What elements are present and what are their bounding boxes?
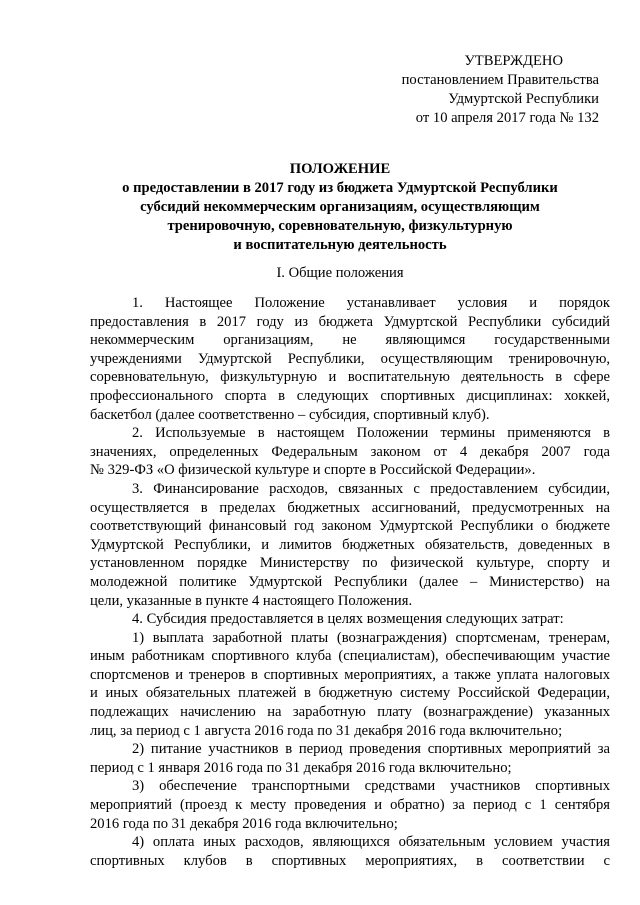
paragraph-line: молодежной политике Удмуртской Республики (далее – Министерство) на [90, 573, 610, 590]
paragraph-line: 1. Настоящее Положение устанавливает условия и порядок [132, 295, 610, 311]
paragraph-line: 2. Используемые в настоящем Положении термины применяются в [132, 425, 610, 442]
paragraph-line: соответствующий финансовый год законом Удмуртской Республики о бюджете [90, 518, 610, 535]
paragraph-4 [90, 610, 610, 629]
paragraph-2 [90, 424, 610, 480]
paragraph-line: цели, указанные в пункте 4 настоящего Положения. [90, 592, 413, 609]
paragraph-line: и иных обязательных платежей в бюджетную систему Российской Федерации, [90, 685, 610, 702]
paragraph-line: соревновательную, физкультурную и воспитательную деятельность в сфере [90, 369, 610, 386]
paragraph-6 [90, 740, 610, 777]
paragraph-8 [90, 833, 610, 870]
title-heading: ПОЛОЖЕНИЕ [289, 161, 391, 177]
paragraph-line: иным работникам спортивного клуба (специалистам), обеспечивающим участие [90, 648, 610, 665]
paragraph-line: учреждениями Удмуртской Республики, осуществляющим тренировочную, [90, 350, 610, 367]
paragraph-line: профессионального спорта в следующих спортивных дисциплинах: хоккей, [90, 387, 610, 404]
paragraph-1 [90, 294, 610, 424]
paragraph-line: 3. Финансирование расходов, связанных с предоставлением субсидии, [132, 480, 610, 497]
paragraph-line: 2) питание участников в период проведения спортивных мероприятий за [132, 741, 610, 758]
title-line: о предоставлении в 2017 году из бюджета Удмуртской Республики [122, 180, 558, 196]
paragraph-line: мероприятий (проезд к месту проведения и обратно) за период с 1 сентября [90, 797, 610, 814]
paragraph-line: 4) оплата иных расходов, являющихся обязательным условием участия [132, 834, 610, 851]
paragraph-5 [90, 629, 610, 741]
paragraph-line: 1) выплата заработной платы (вознаграждения) спортсменам, тренерам, [132, 629, 610, 646]
paragraph-3 [90, 480, 610, 610]
paragraph-7 [90, 777, 610, 833]
document-body [90, 294, 610, 870]
paragraph-line: подлежащих начислению на заработную плату (вознаграждение) указанных [90, 704, 610, 721]
approval-line-date: от 10 апреля 2017 года № 132 [415, 110, 599, 126]
paragraph-line: спортивных клубов в спортивных мероприятиях, в соответствии с [90, 852, 610, 869]
paragraph-line: период с 1 января 2016 года по 31 декабря 2016 года включительно; [90, 759, 512, 776]
paragraph-line: предоставления в 2017 году из бюджета Удмуртской Республики субсидий [90, 313, 610, 330]
paragraph-line: осуществляется в пределах бюджетных ассигнований, предусмотренных на [90, 499, 610, 516]
paragraph-line: № 329-ФЗ «О физической культуре и спорте в Российской Федерации». [90, 462, 536, 479]
paragraph-line: 3) обеспечение транспортными средствами участников спортивных [132, 778, 610, 795]
approval-line-resolution: постановлением Правительства [401, 72, 599, 88]
paragraph-line: спортсменов и тренеров в спортивных мероприятиях, а также уплата налоговых [90, 666, 610, 683]
title-line: тренировочную, соревновательную, физкультурную [167, 218, 513, 234]
title-line: и воспитательную деятельность [233, 237, 447, 253]
approval-stamp [0, 52, 599, 128]
paragraph-line: некоммерческим организациям, не являющимся государственными [90, 332, 610, 349]
paragraph-line: 4. Субсидия предоставляется в целях возмещения следующих затрат: [132, 611, 564, 628]
paragraph-line: лиц, за период с 1 августа 2016 года по 31 декабря 2016 года включительно; [90, 722, 563, 739]
section-heading: I. Общие положения [276, 265, 404, 281]
paragraph-line: значениях, определенных Федеральным законом от 4 декабря 2007 года [90, 443, 610, 460]
paragraph-line: Удмуртской Республики, и лимитов бюджетных обязательств, доведенных в [90, 536, 610, 553]
approval-heading: УТВЕРЖДЕНО [464, 53, 563, 69]
paragraph-line: установленном порядке Министерству по физической культуре, спорту и [90, 555, 610, 572]
approval-line-republic: Удмуртской Республики [448, 91, 599, 107]
document-title [90, 160, 590, 255]
title-line: субсидий некоммерческим организациям, осуществляющим [140, 199, 540, 215]
paragraph-line: 2016 года по 31 декабря 2016 года включительно; [90, 815, 398, 832]
paragraph-line: баскетбол (далее соответственно – субсидия, спортивный клуб). [90, 406, 490, 423]
